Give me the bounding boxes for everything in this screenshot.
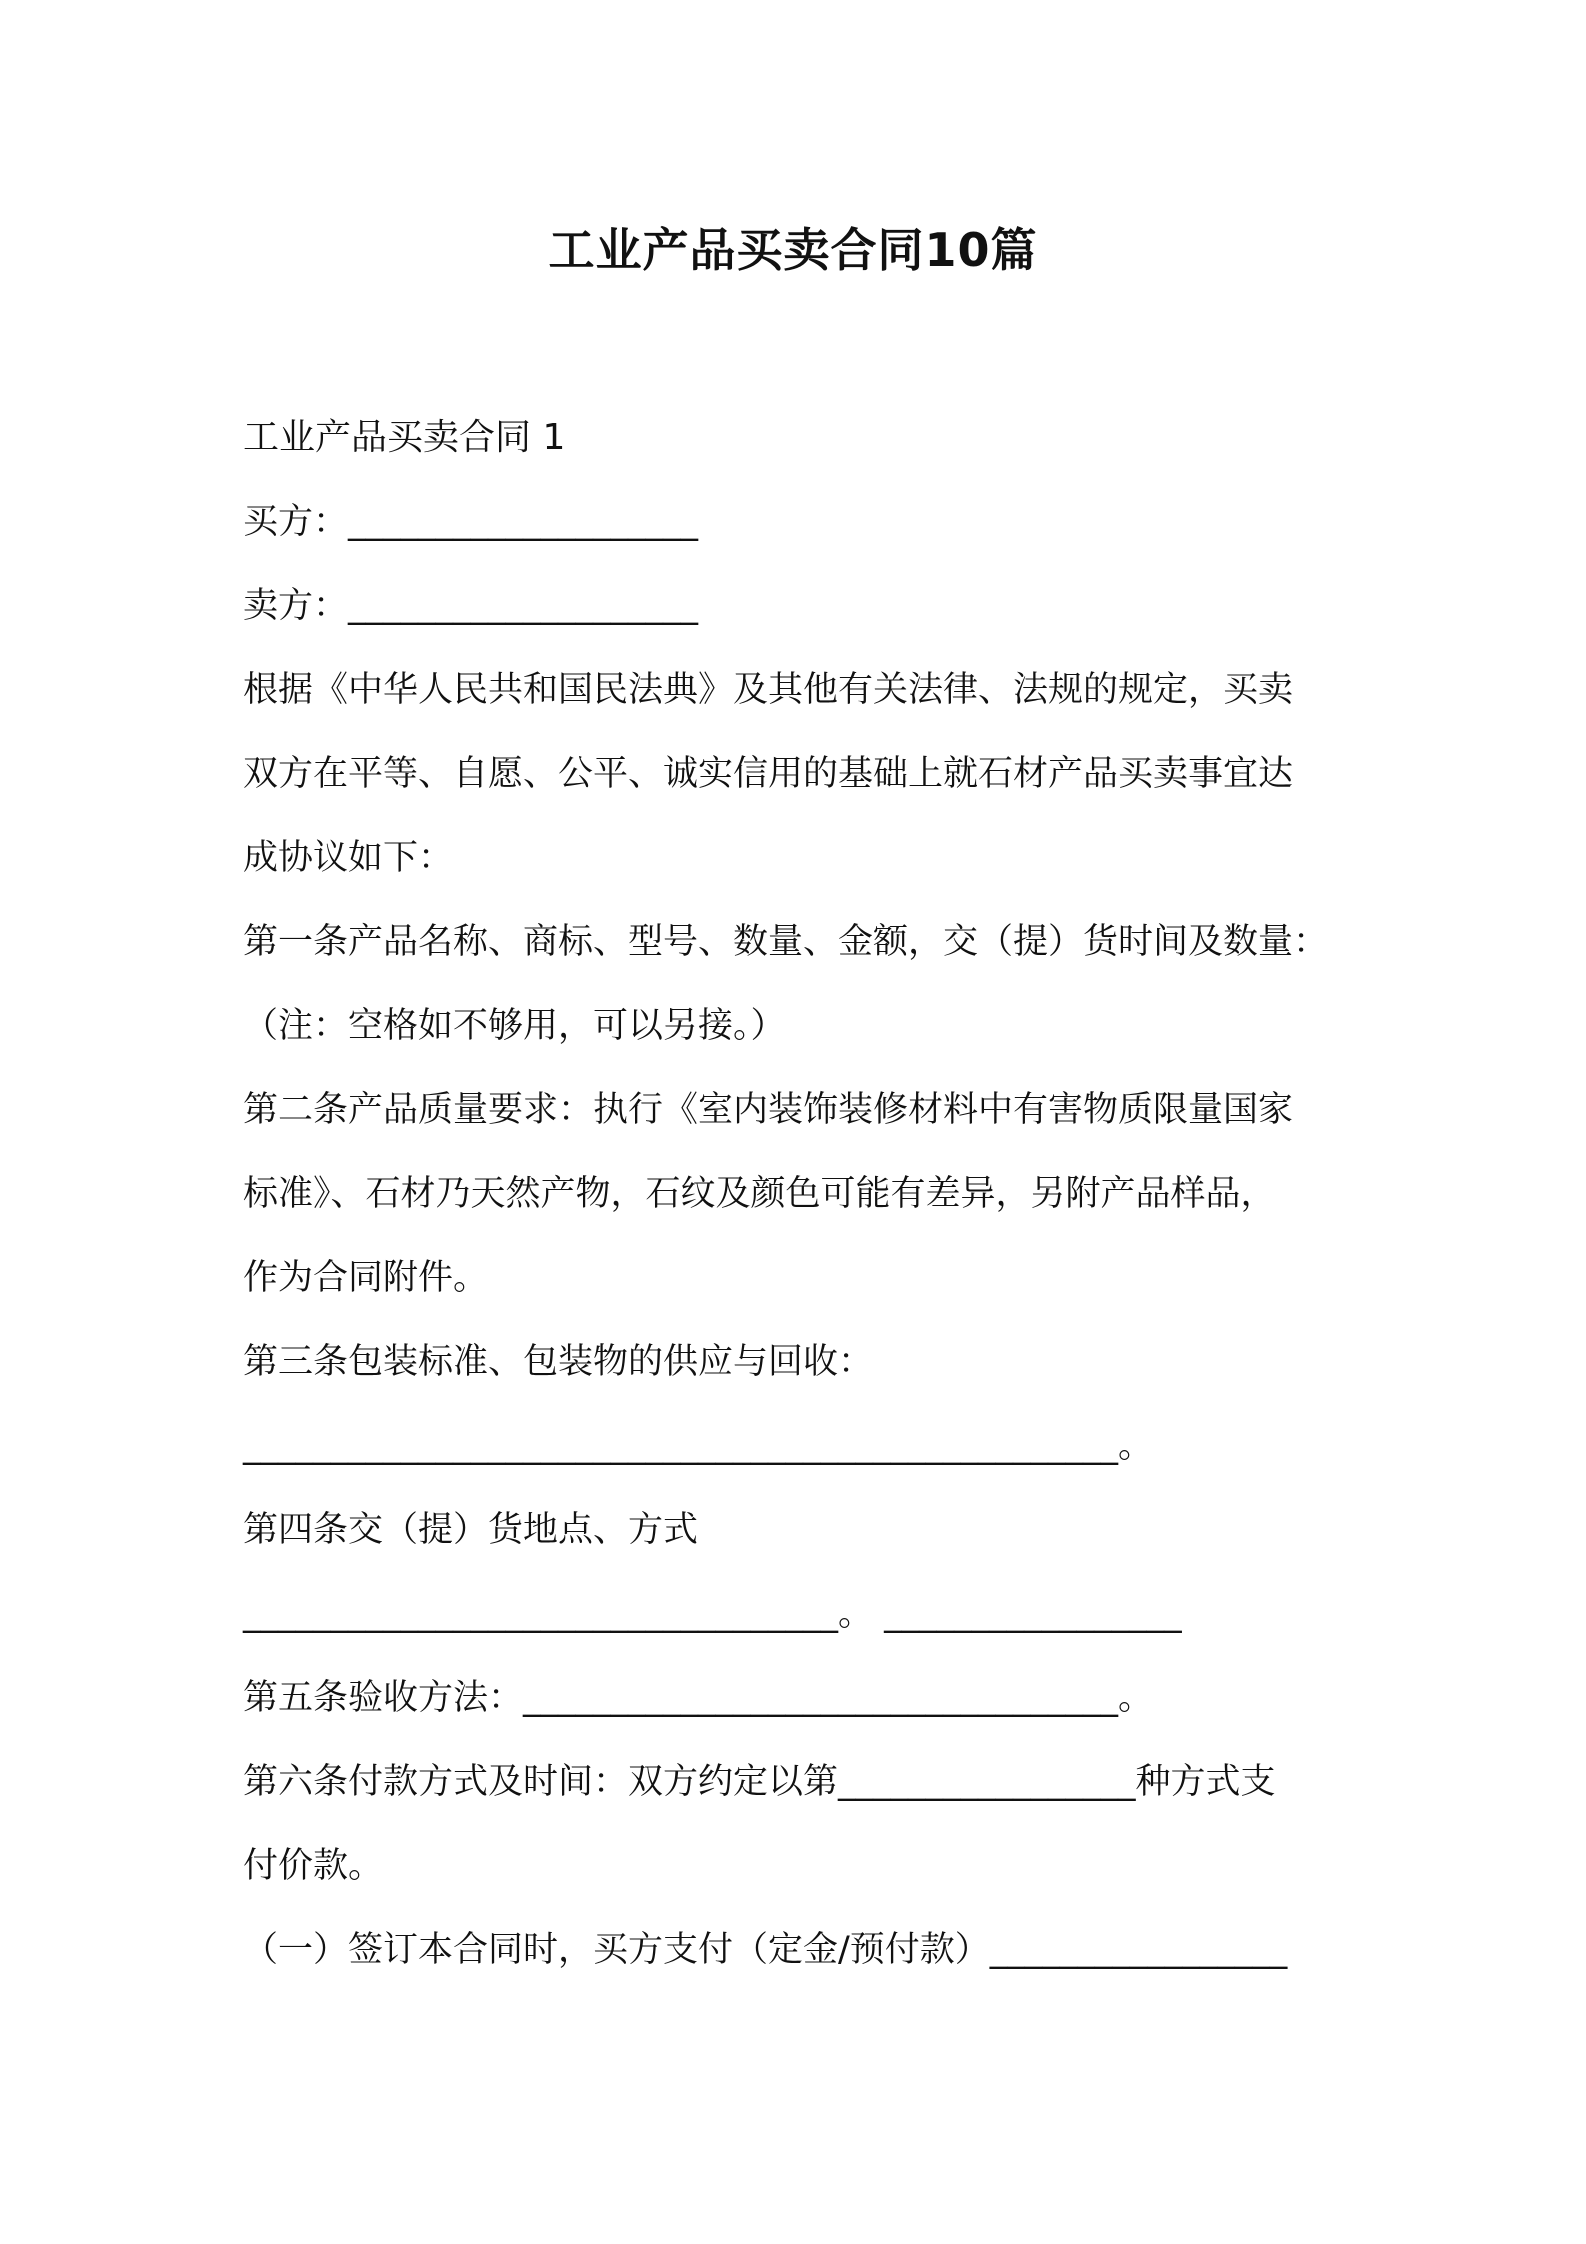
document-title: 工业产品买卖合同10篇 bbox=[548, 223, 1038, 277]
article-3: 第三条包装标准、包装物的供应与回收： bbox=[243, 1342, 874, 1382]
article-4-blank: __________________________________。 _________________ bbox=[243, 1594, 1182, 1634]
article-6-line-2: 付价款。 bbox=[243, 1846, 384, 1886]
preamble-line-2: 双方在平等、自愿、公平、诚实信用的基础上就石材产品买卖事宜达 bbox=[243, 754, 1294, 794]
article-4: 第四条交（提）货地点、方式 bbox=[243, 1510, 699, 1550]
preamble-line-3: 成协议如下： bbox=[243, 838, 454, 878]
article-2-line-2: 标准》、石材乃天然产物，石纹及颜色可能有差异，另附产品样品， bbox=[243, 1174, 1276, 1214]
section-heading: 工业产品买卖合同 1 bbox=[243, 417, 566, 458]
article-6-item-1: （一）签订本合同时，买方支付（定金/预付款）_________________ bbox=[243, 1930, 1288, 1970]
article-6-line-1: 第六条付款方式及时间：双方约定以第_________________种方式支 bbox=[243, 1762, 1276, 1802]
article-2-line-3: 作为合同附件。 bbox=[243, 1258, 489, 1298]
article-3-blank: __________________________________________________。 bbox=[243, 1426, 1154, 1466]
buyer-line: 买方：____________________ bbox=[243, 502, 699, 542]
article-1: 第一条产品名称、商标、型号、数量、金额，交（提）货时间及数量： bbox=[243, 922, 1329, 962]
preamble-line-1: 根据《中华人民共和国民法典》及其他有关法律、法规的规定，买卖 bbox=[243, 670, 1294, 710]
article-5: 第五条验收方法：__________________________________。 bbox=[243, 1678, 1154, 1718]
seller-line: 卖方：____________________ bbox=[243, 586, 699, 626]
document-body bbox=[243, 396, 1358, 1992]
article-1-note: （注：空格如不够用，可以另接。） bbox=[243, 1006, 786, 1046]
article-2-line-1: 第二条产品质量要求：执行《室内装饰装修材料中有害物质限量国家 bbox=[243, 1090, 1294, 1130]
